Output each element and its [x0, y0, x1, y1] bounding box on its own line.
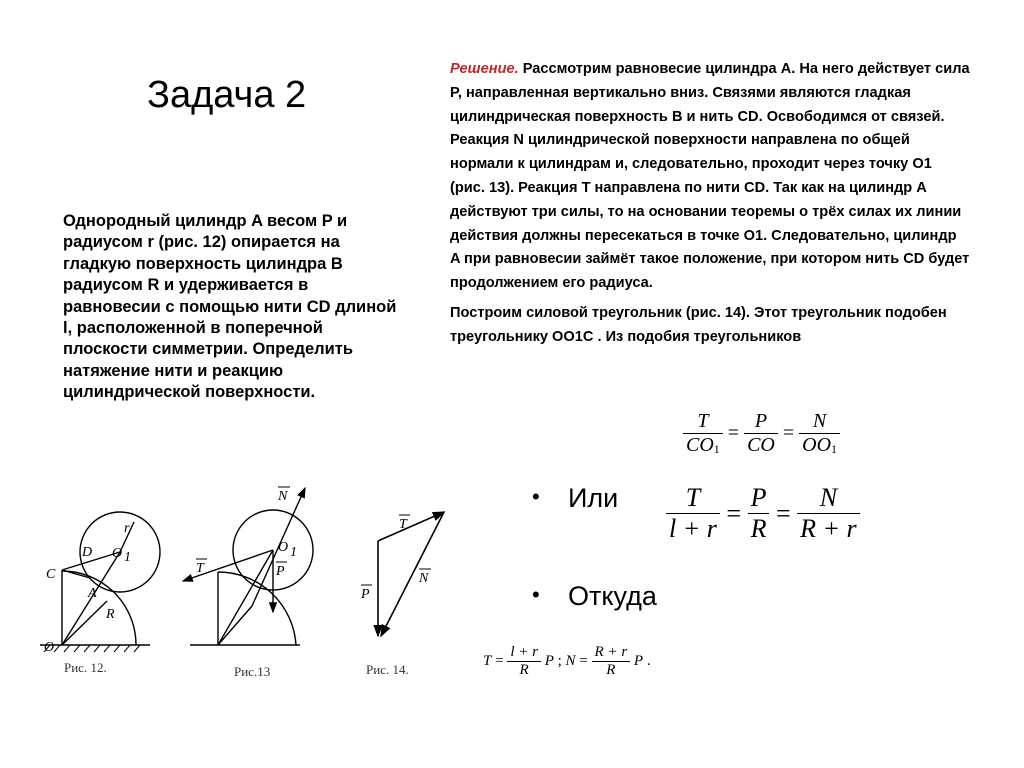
bullet-whence: • Откуда [532, 581, 657, 611]
fraction-t-co1: $\frac{T}{CO1}$ [683, 410, 723, 457]
bullet-or: • Или [532, 483, 619, 513]
ratio-formula: $\frac{T}{l + r}$ = $\frac{P}{R}$ = $\frac{N}{R + r}$ [666, 483, 860, 544]
fraction-p-co: $\frac{P}{CO}$ [744, 410, 778, 457]
bullet-dot-icon: • [532, 582, 540, 607]
svg-text:1: 1 [290, 545, 297, 560]
slide-title: Задача 2 [147, 74, 307, 116]
problem-text: Однородный цилиндр A весом P и радиусом r (рис. 12) опирается на гладкую поверхность цилиндра B радиусом R и удерживается в равновесии с помощью нити CD длиной l, расположенной в поперечной плоскости симметрии. Определить натяжение нити и реакцию цилиндрической поверхности. [63, 212, 397, 402]
figure-14 [378, 512, 444, 636]
label-A: A [88, 586, 97, 601]
figure-14-labels [360, 515, 431, 677]
figure-13-labels [196, 487, 297, 679]
label-r: r [124, 521, 130, 536]
figure-12 [40, 512, 160, 652]
label-R: R [106, 607, 115, 622]
label-O1: O [112, 546, 123, 561]
label-D: D [82, 545, 93, 560]
similarity-formula: $\frac{T}{CO1}$ = $\frac{P}{CO}$ = $\frac{N}{OO1}$ [683, 410, 840, 457]
bullet-dot-icon: • [532, 484, 540, 509]
fraction-n-rr: $\frac{N}{R + r}$ [797, 483, 860, 544]
label-C: C [46, 567, 56, 582]
label-P: P [276, 564, 285, 579]
fraction-lr-r: $\frac{l + r}{R}$ [507, 644, 541, 679]
fraction-p-r: $\frac{P}{R}$ [748, 483, 770, 544]
fraction-t-lr: $\frac{T}{l + r}$ [666, 483, 720, 544]
caption-fig-14: Рис. 14. [366, 662, 409, 677]
fraction-n-oo1: $\frac{N}{OO1}$ [799, 410, 840, 457]
label-T: T [196, 561, 204, 576]
solution-paragraph-2: Построим силовой треугольник (рис. 14). Этот треугольник подобен треугольнику OO1C . Из подобия треугольников [450, 304, 947, 345]
svg-text:T: T [399, 517, 407, 532]
caption-fig-13: Рис.13 [234, 664, 271, 679]
svg-text:1: 1 [124, 550, 131, 565]
caption-fig-12: Рис. 12. [64, 660, 107, 675]
answer-formula: T = $\frac{l + r}{R}$ P ; N = $\frac{R + r}{R}$ P . [483, 644, 651, 678]
fraction-rr-r: $\frac{R + r}{R}$ [592, 644, 631, 679]
solution-label: Решение. [450, 61, 519, 77]
figure-12-labels [44, 521, 131, 675]
solution-text-1: Рассмотрим равновесие цилиндра A. На него действует сила P, направленная вертикально вниз. Связями являются гладкая цилиндрическая поверхность B и нить CD. Освободимся от связей. Реакция N цилиндрической поверхности направлена по общей нормали к цилиндрам и, следовательно, проходит через точку O1 (рис. 13). Реакция T направлена по нити CD. Так как на цилиндр A действуют три силы, то на основании теоремы о трёх силах их линии действия должны пересекаться в точке O1. Следовательно, цилиндр A при равновесии займёт такое положение, при котором нить CD будет продолжением его радиуса. [450, 61, 970, 292]
label-N: N [278, 489, 288, 504]
label-O: O [44, 640, 55, 655]
svg-text:N: N [419, 571, 429, 586]
svg-text:P: P [361, 587, 370, 602]
svg-text:O: O [278, 540, 289, 555]
